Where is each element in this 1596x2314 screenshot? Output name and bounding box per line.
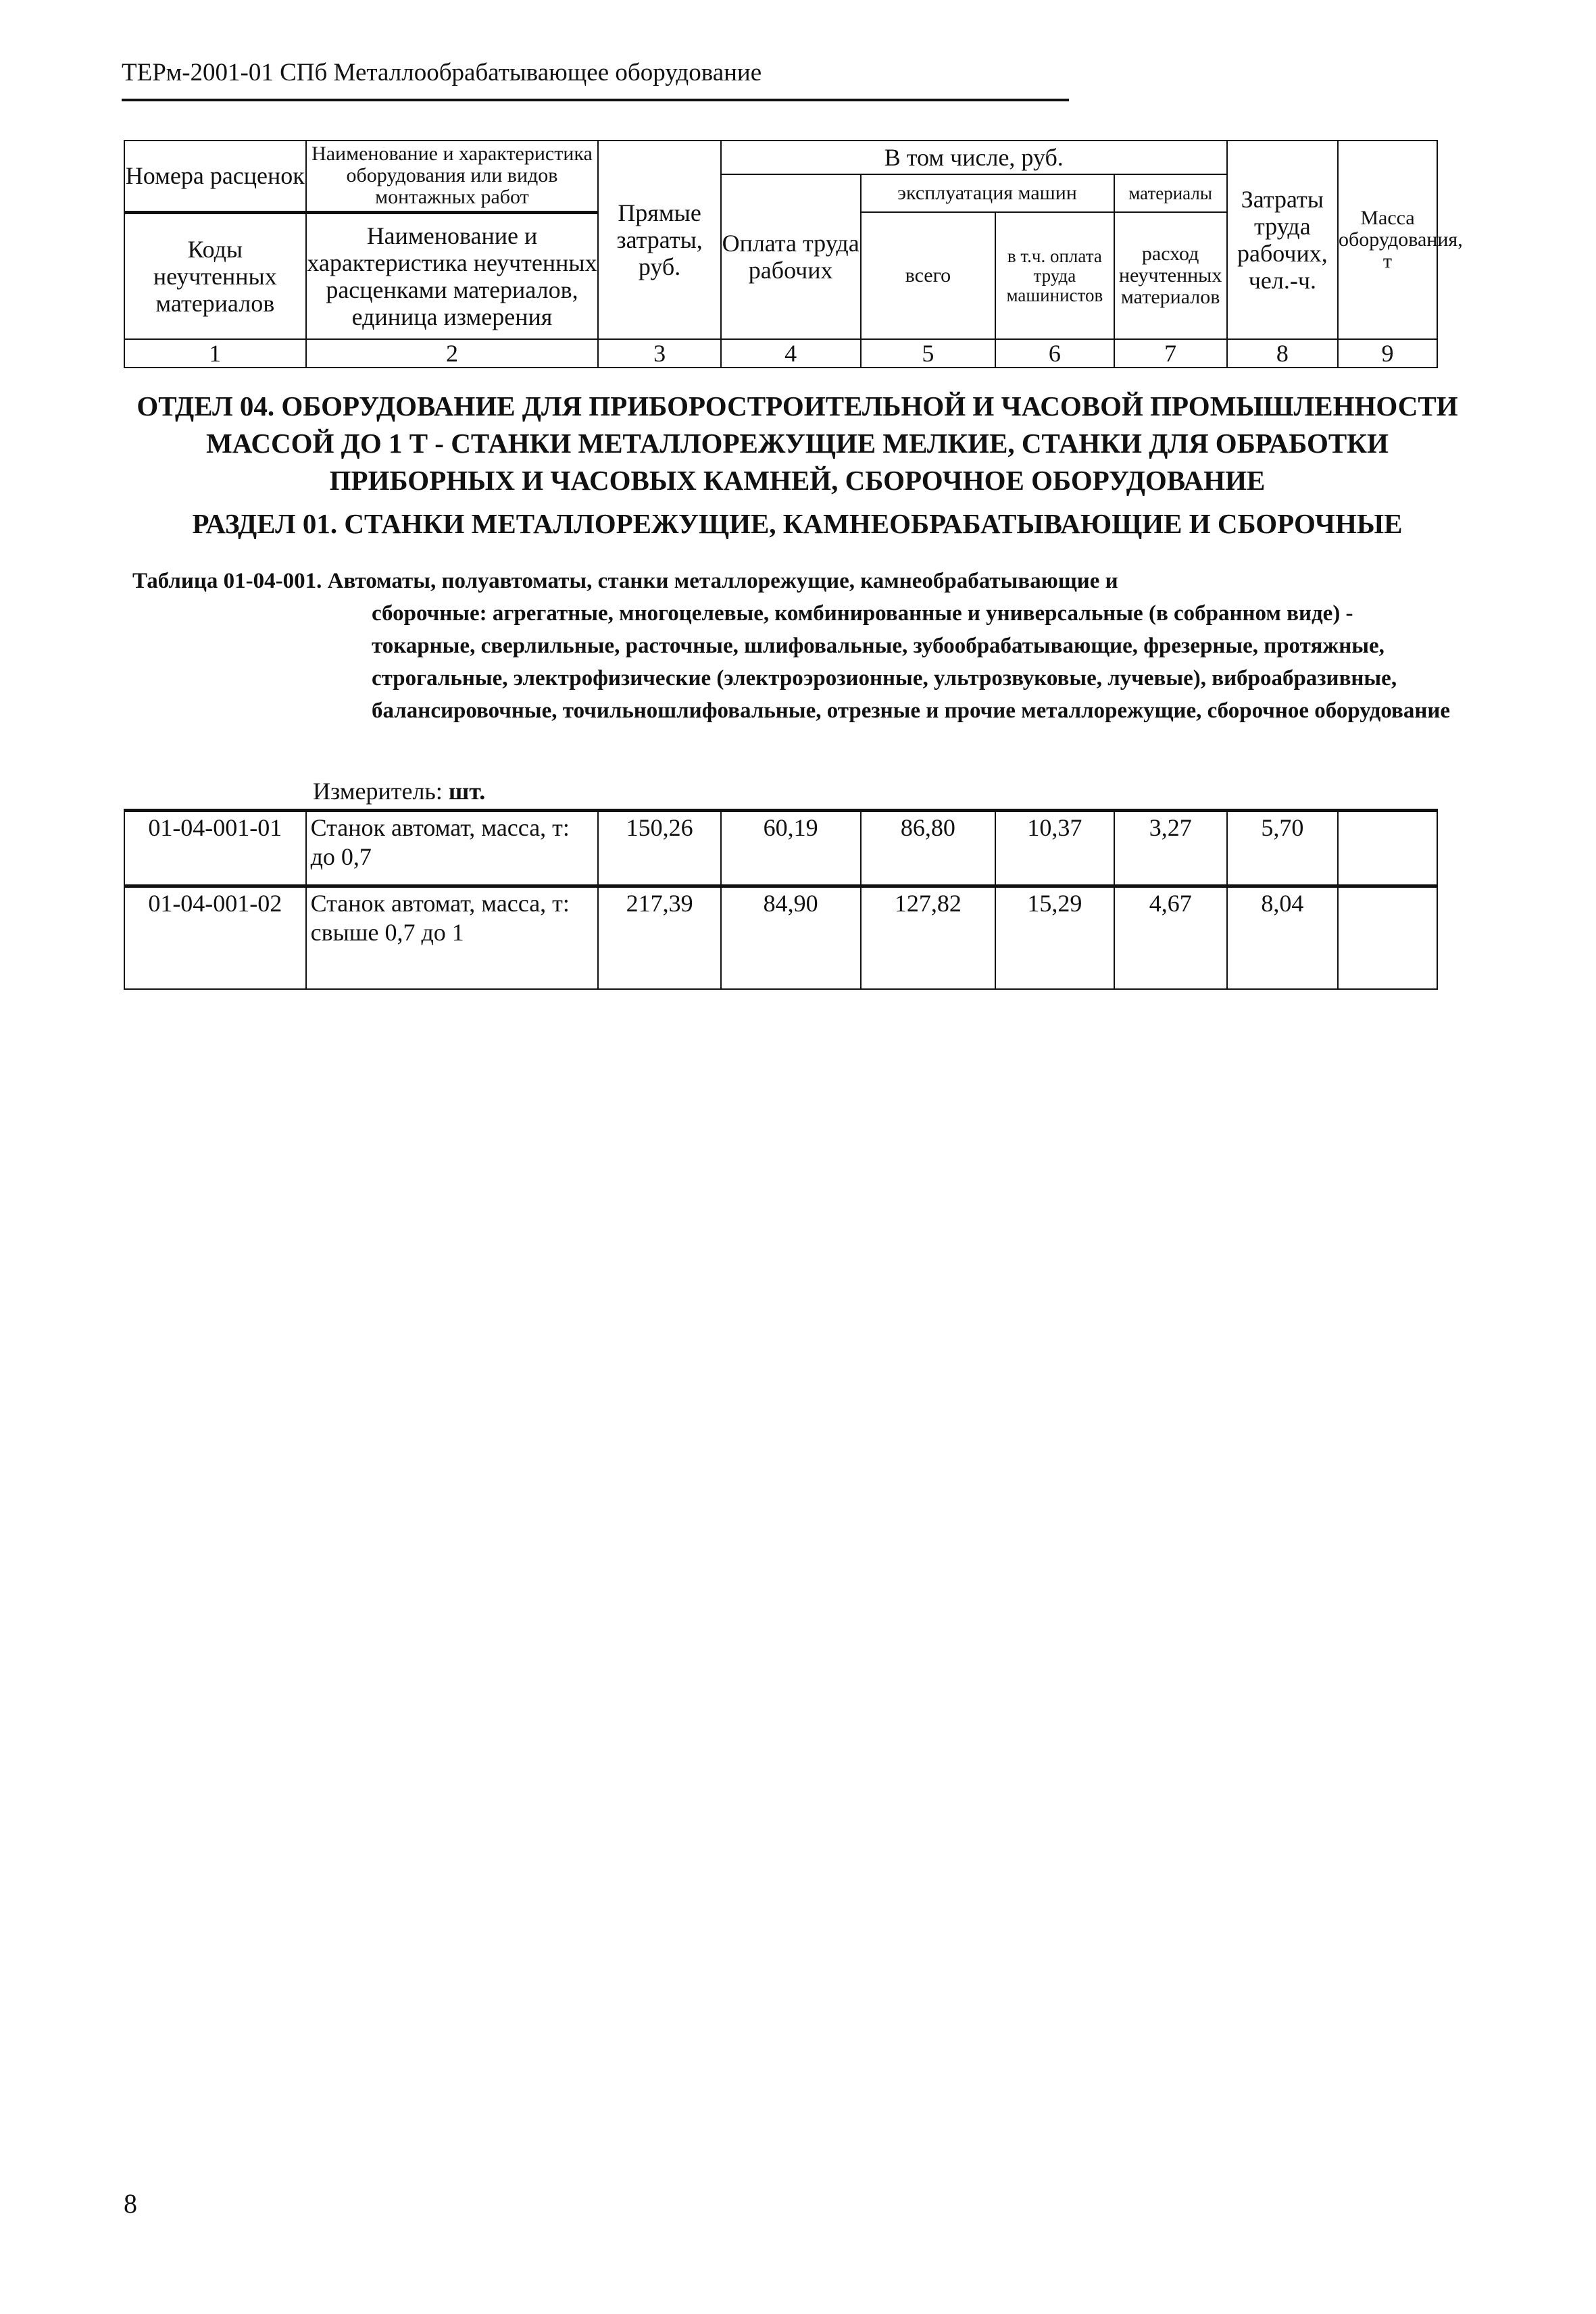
machines-total: 127,82 bbox=[861, 886, 996, 989]
column-number: 2 bbox=[306, 339, 599, 368]
header-machinists-pay: в т.ч. оплата труда машинистов bbox=[995, 212, 1114, 339]
column-number: 1 bbox=[124, 339, 306, 368]
header-unaccounted-codes: Коды неучтенных материалов bbox=[124, 212, 306, 339]
running-head: ТЕРм-2001-01 СПб Металлообрабатывающее оборудование bbox=[122, 59, 762, 86]
header-materials: материалы bbox=[1114, 174, 1227, 212]
header-including-group: В том числе, руб. bbox=[721, 141, 1227, 174]
page-number: 8 bbox=[124, 2188, 137, 2219]
header-materials-consumption: расход неучтенных материалов bbox=[1114, 212, 1227, 339]
table-row bbox=[124, 886, 1437, 989]
direct-cost: 217,39 bbox=[598, 886, 720, 989]
header-rate-numbers: Номера расценок bbox=[124, 141, 306, 212]
unit-of-measure bbox=[313, 777, 485, 805]
machinists-pay: 10,37 bbox=[995, 811, 1114, 886]
rate-code: 01-04-001-01 bbox=[124, 811, 306, 886]
column-number: 8 bbox=[1227, 339, 1338, 368]
column-header-table bbox=[124, 140, 1463, 368]
rates-table bbox=[124, 809, 1438, 990]
equipment-mass bbox=[1338, 811, 1437, 886]
machinists-pay: 15,29 bbox=[995, 886, 1114, 989]
materials-cost: 4,67 bbox=[1114, 886, 1227, 989]
column-number: 3 bbox=[598, 339, 720, 368]
unit-value: шт. bbox=[448, 778, 486, 805]
column-number: 9 bbox=[1338, 339, 1437, 368]
table-description: сборочные: агрегатные, многоцелевые, комбинированные и универсальные (в собранном виде) - токарные, сверлильные, расточные, шлифовальные, зубообрабатывающие, фрезерные, протяжные, строгальные, электрофизические (электроэрозионные, ультрозвуковые, лучевые), виброабразивные, балансировочные, точильношлифовальные, отрезные и прочие металлорежущие, сборочное оборудование bbox=[372, 601, 1451, 723]
header-unaccounted-materials: Наименование и характеристика неучтенных расценками материалов, единица измерения bbox=[306, 212, 599, 339]
rate-name: Станок автомат, масса, т: свыше 0,7 до 1 bbox=[306, 886, 599, 989]
column-number: 4 bbox=[721, 339, 861, 368]
table-title: Автоматы, полуавтоматы, станки металлорежущие, камнеобрабатывающие и bbox=[327, 569, 1118, 593]
labor-hours: 5,70 bbox=[1227, 811, 1338, 886]
machines-total: 86,80 bbox=[861, 811, 996, 886]
header-equipment-mass: Масса оборудования, т bbox=[1338, 141, 1437, 339]
otdel-heading: ОТДЕЛ 04. ОБОРУДОВАНИЕ ДЛЯ ПРИБОРОСТРОИТЕЛЬНОЙ И ЧАСОВОЙ ПРОМЫШЛЕННОСТИ МАССОЙ ДО 1 Т - СТАНКИ МЕТАЛЛОРЕЖУЩИЕ МЕЛКИЕ, СТАНКИ ДЛЯ ОБРАБОТКИ ПРИБОРНЫХ И ЧАСОВЫХ КАМНЕЙ, СБОРОЧНОЕ ОБОРУДОВАНИЕ bbox=[136, 391, 1458, 496]
table-caption bbox=[132, 565, 1457, 727]
header-equipment-name: Наименование и характеристика оборудования или видов монтажных работ bbox=[306, 141, 599, 212]
razdel-heading: РАЗДЕЛ 01. СТАНКИ МЕТАЛЛОРЕЖУЩИЕ, КАМНЕОБРАБАТЫВАЮЩИЕ И СБОРОЧНЫЕ bbox=[192, 508, 1403, 539]
header-machines-operation: эксплуатация машин bbox=[861, 174, 1114, 212]
header-rule bbox=[122, 99, 1069, 101]
labor-pay: 84,90 bbox=[721, 886, 861, 989]
rate-name: Станок автомат, масса, т: до 0,7 bbox=[306, 811, 599, 886]
rate-code: 01-04-001-02 bbox=[124, 886, 306, 989]
table-number: Таблица 01-04-001. bbox=[132, 569, 322, 593]
column-number: 5 bbox=[861, 339, 996, 368]
header-labor-pay: Оплата труда рабочих bbox=[721, 174, 861, 339]
labor-pay: 60,19 bbox=[721, 811, 861, 886]
labor-hours: 8,04 bbox=[1227, 886, 1338, 989]
header-direct-costs: Прямые затраты, руб. bbox=[598, 141, 720, 339]
column-number-row bbox=[124, 339, 1437, 368]
header-labor-hours: Затраты труда рабочих, чел.-ч. bbox=[1227, 141, 1338, 339]
table-row bbox=[124, 811, 1437, 886]
equipment-mass bbox=[1338, 886, 1437, 989]
direct-cost: 150,26 bbox=[598, 811, 720, 886]
materials-cost: 3,27 bbox=[1114, 811, 1227, 886]
unit-label: Измеритель: bbox=[313, 778, 443, 805]
column-number: 7 bbox=[1114, 339, 1227, 368]
column-number: 6 bbox=[995, 339, 1114, 368]
header-machines-total: всего bbox=[861, 212, 996, 339]
